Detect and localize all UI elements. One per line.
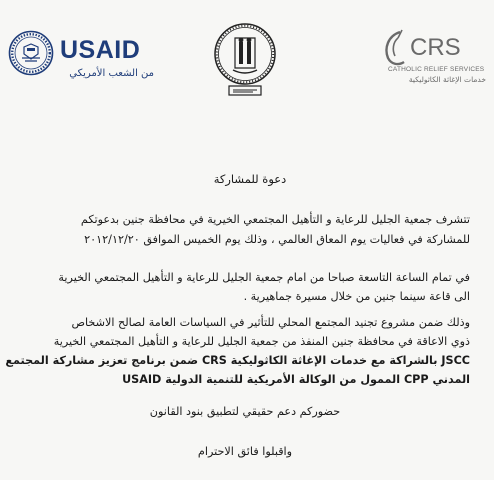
crs-english-name: CATHOLIC RELIEF SERVICES <box>388 66 485 73</box>
paragraph-line: وذلك ضمن مشروع تجنيد المجتمع المحلي للتأثير في السياسات العامة لصالح الاشخاص <box>71 316 470 329</box>
paragraph-line: JSCC بالشراكة مع خدمات الإغاثة الكاثوليكية CRS ضمن برنامج تعزيز مشاركة المجتمع <box>5 354 470 367</box>
paragraph-project <box>5 313 470 389</box>
usaid-logo <box>8 22 158 92</box>
crs-wordmark: CRS <box>410 34 461 61</box>
crs-logo <box>380 26 488 96</box>
paragraph-line: تتشرف جمعية الجليل للرعاية و التأهيل المجتمعي الخيرية في محافظة جنين بدعوتكم <box>80 213 470 226</box>
paragraph-schedule <box>10 268 470 306</box>
paragraph-line: في تمام الساعة التاسعة صباحا من امام جمعية الجليل للرعاية و التأهيل المجتمعي الخيرية <box>58 271 470 284</box>
paragraph-line: للمشاركة في فعاليات يوم المعاق العالمي ، وذلك يوم الخميس الموافق ٢٠١٢/١٢/٢٠ <box>84 233 470 246</box>
regards-line: واقبلوا فائق الاحترام <box>197 445 293 458</box>
usaid-seal-icon <box>8 30 54 76</box>
closing-statement: حضوركم دعم حقيقي لتطبيق بنود القانون <box>149 405 341 418</box>
paragraph-line: المدني CPP الممول من الوكالة الأمريكية للتنمية الدولية USAID <box>122 373 470 386</box>
crs-arabic-name: خدمات الإغاثة الكاثوليكية <box>408 75 486 84</box>
association-emblem-icon <box>209 20 281 104</box>
paragraph-line: ذوي الاعاقة في محافظة جنين المنفذ من جمعية الجليل للرعاية و التأهيل المجتمعي الخيرية <box>53 335 470 348</box>
paragraph-line: الى قاعة سينما جنين من خلال مسيرة جماهيرية . <box>243 290 470 303</box>
usaid-subtitle: من الشعب الأمريكي <box>69 68 154 79</box>
usaid-wordmark: USAID <box>60 36 141 64</box>
invitation-title: دعوة للمشاركة <box>213 172 287 186</box>
paragraph-invitation <box>20 210 470 250</box>
